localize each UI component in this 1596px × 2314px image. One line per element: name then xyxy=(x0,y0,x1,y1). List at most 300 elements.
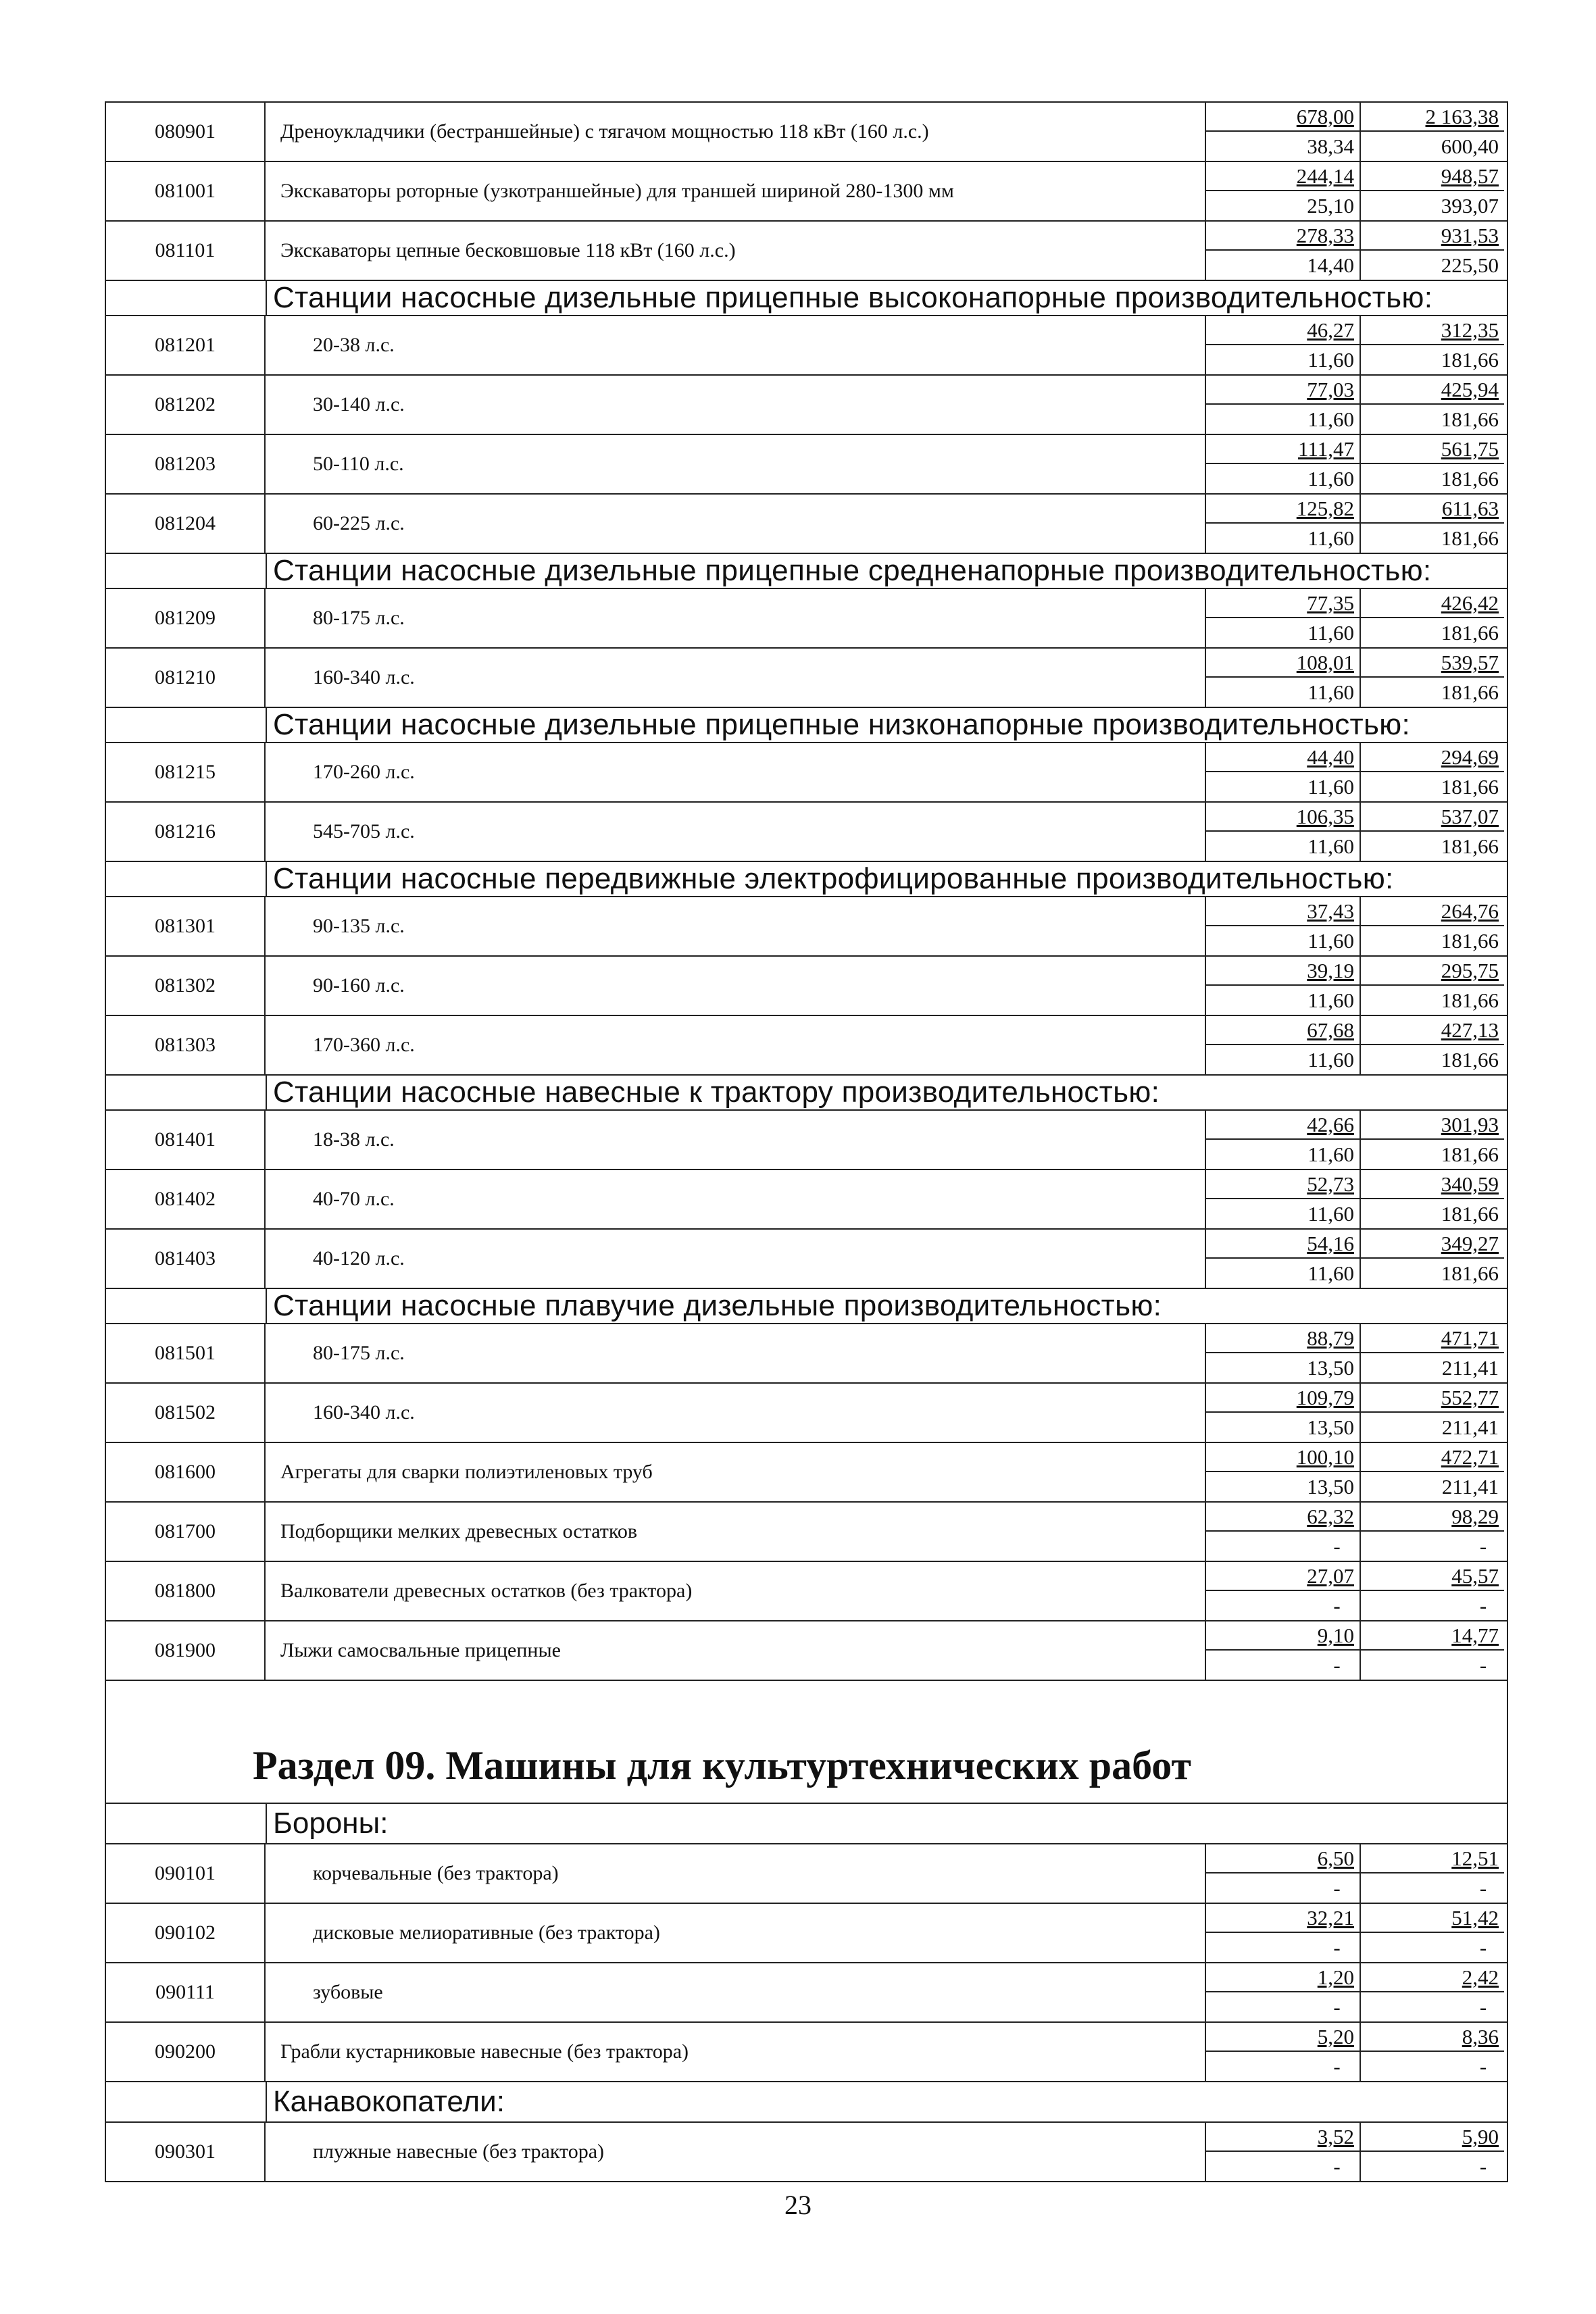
group-spacer xyxy=(106,2082,267,2121)
item-values xyxy=(1206,1111,1504,1169)
total-cost-lower-value: - xyxy=(1479,1935,1487,1959)
operating-cost-upper-value xyxy=(1206,649,1360,678)
item-name: дисковые мелиоративные (без трактора) xyxy=(266,1904,1206,1962)
group-spacer xyxy=(106,1289,267,1323)
group-header-row xyxy=(106,554,1507,589)
operating-cost-lower-value: 11,60 xyxy=(1307,466,1354,491)
total-cost-upper-text: 12,51 xyxy=(1451,1846,1499,1870)
total-cost-upper-value xyxy=(1361,2023,1504,2052)
item-code: 090101 xyxy=(106,1844,266,1903)
total-cost-upper-value xyxy=(1361,1230,1504,1259)
operating-cost-upper-text: 77,03 xyxy=(1307,377,1354,401)
total-cost-lower-value: 181,66 xyxy=(1441,680,1499,704)
item-name: 18-38 л.с. xyxy=(266,1111,1206,1169)
operating-cost-lower-value: 38,34 xyxy=(1307,134,1354,158)
operating-cost-column xyxy=(1206,222,1361,280)
operating-cost-upper-value xyxy=(1206,1904,1360,1933)
operating-cost-lower-value: 11,60 xyxy=(1307,1201,1354,1226)
total-cost-column xyxy=(1361,897,1504,955)
operating-cost-lower-value: - xyxy=(1333,1876,1341,1900)
item-code: 081301 xyxy=(106,897,266,955)
operating-cost-lower-value: 11,60 xyxy=(1307,526,1354,550)
operating-cost-upper-text: 52,73 xyxy=(1307,1172,1354,1196)
item-name: 60-225 л.с. xyxy=(266,495,1206,553)
operating-cost-upper-text: 37,43 xyxy=(1307,899,1354,923)
table-row xyxy=(106,1324,1507,1384)
item-values xyxy=(1206,649,1504,707)
table-row xyxy=(106,897,1507,957)
total-cost-column xyxy=(1361,222,1504,280)
total-cost-upper-text: 51,42 xyxy=(1451,1905,1499,1930)
operating-cost-upper-value xyxy=(1206,957,1360,986)
total-cost-lower-value: - xyxy=(1479,2154,1487,2178)
group-title: Станции насосные навесные к трактору производительностью: xyxy=(273,1076,1160,1109)
item-name: 80-175 л.с. xyxy=(266,1324,1206,1382)
total-cost-lower-value: 181,66 xyxy=(1441,347,1499,372)
item-name: корчевальные (без трактора) xyxy=(266,1844,1206,1903)
operating-cost-upper-value xyxy=(1206,162,1360,191)
item-name: 50-110 л.с. xyxy=(266,435,1206,493)
group-header-row xyxy=(106,281,1507,316)
operating-cost-column xyxy=(1206,1621,1361,1680)
total-cost-lower-value: - xyxy=(1479,1653,1487,1677)
total-cost-upper-text: 312,35 xyxy=(1441,318,1499,342)
total-cost-column xyxy=(1361,1384,1504,1442)
operating-cost-upper-value xyxy=(1206,495,1360,524)
total-cost-upper-value xyxy=(1361,1443,1504,1472)
total-cost-lower-value: 181,66 xyxy=(1441,407,1499,431)
operating-cost-column xyxy=(1206,2023,1361,2081)
group-spacer xyxy=(106,281,267,315)
group-title: Станции насосные передвижные электрофицированные производительностью: xyxy=(273,862,1394,895)
operating-cost-upper-text: 88,79 xyxy=(1307,1326,1354,1350)
operating-cost-upper-value xyxy=(1206,316,1360,345)
item-code: 081302 xyxy=(106,957,266,1015)
table-row xyxy=(106,162,1507,222)
total-cost-lower-value: 393,07 xyxy=(1441,193,1499,218)
operating-cost-column xyxy=(1206,649,1361,707)
group-header-row xyxy=(106,862,1507,897)
item-code: 081210 xyxy=(106,649,266,707)
operating-cost-upper-value xyxy=(1206,103,1360,132)
total-cost-lower-value: - xyxy=(1479,1994,1487,2019)
item-name: Лыжи самосвальные прицепные xyxy=(266,1621,1206,1680)
item-name: Дреноукладчики (бестраншейные) с тягачом мощностью 118 кВт (160 л.с.) xyxy=(266,103,1206,161)
operating-cost-lower-value: - xyxy=(1333,1994,1341,2019)
total-cost-upper-text: 472,71 xyxy=(1441,1444,1499,1469)
table-row xyxy=(106,1170,1507,1230)
table-row xyxy=(106,649,1507,708)
group-title: Станции насосные дизельные прицепные средненапорные производительностью: xyxy=(273,554,1432,587)
operating-cost-upper-value xyxy=(1206,1170,1360,1199)
total-cost-column xyxy=(1361,1562,1504,1620)
operating-cost-upper-text: 67,68 xyxy=(1307,1017,1354,1042)
total-cost-lower-value: 181,66 xyxy=(1441,1142,1499,1166)
item-values xyxy=(1206,1230,1504,1288)
item-values xyxy=(1206,2023,1504,2081)
item-code: 081303 xyxy=(106,1016,266,1074)
operating-cost-column xyxy=(1206,1230,1361,1288)
table-row xyxy=(106,1562,1507,1621)
operating-cost-column xyxy=(1206,743,1361,801)
operating-cost-column xyxy=(1206,1324,1361,1382)
operating-cost-upper-value xyxy=(1206,1230,1360,1259)
total-cost-column xyxy=(1361,1443,1504,1501)
operating-cost-column xyxy=(1206,897,1361,955)
total-cost-upper-value xyxy=(1361,743,1504,772)
operating-cost-upper-value xyxy=(1206,897,1360,926)
operating-cost-upper-text: 77,35 xyxy=(1307,590,1354,615)
total-cost-upper-value xyxy=(1361,495,1504,524)
operating-cost-column xyxy=(1206,1111,1361,1169)
total-cost-upper-text: 349,27 xyxy=(1441,1231,1499,1255)
item-code: 081203 xyxy=(106,435,266,493)
operating-cost-upper-value xyxy=(1206,1384,1360,1413)
total-cost-lower-value: 225,50 xyxy=(1441,253,1499,277)
table-row xyxy=(106,1016,1507,1076)
operating-cost-upper-value xyxy=(1206,803,1360,832)
operating-cost-lower-value: 11,60 xyxy=(1307,1261,1354,1285)
total-cost-column xyxy=(1361,103,1504,161)
item-code: 081401 xyxy=(106,1111,266,1169)
operating-cost-column xyxy=(1206,803,1361,861)
total-cost-lower-value: 211,41 xyxy=(1441,1415,1499,1439)
total-cost-column xyxy=(1361,589,1504,647)
total-cost-upper-text: 295,75 xyxy=(1441,958,1499,982)
total-cost-upper-text: 5,90 xyxy=(1462,2124,1499,2148)
item-name: Подборщики мелких древесных остатков xyxy=(266,1503,1206,1561)
page-number: 23 xyxy=(784,2190,812,2220)
operating-cost-lower-value: - xyxy=(1333,1534,1341,1558)
item-values xyxy=(1206,495,1504,553)
item-code: 081215 xyxy=(106,743,266,801)
total-cost-upper-text: 427,13 xyxy=(1441,1017,1499,1042)
table-row xyxy=(106,435,1507,495)
operating-cost-upper-value xyxy=(1206,743,1360,772)
item-code: 081001 xyxy=(106,162,266,220)
table-row xyxy=(106,222,1507,281)
operating-cost-upper-value xyxy=(1206,1111,1360,1140)
item-values xyxy=(1206,2123,1504,2181)
operating-cost-column xyxy=(1206,103,1361,161)
table-row xyxy=(106,1904,1507,1963)
group-title: Станции насосные дизельные прицепные низконапорные производительностью: xyxy=(273,708,1411,741)
item-values xyxy=(1206,1324,1504,1382)
total-cost-lower-value: 181,66 xyxy=(1441,1201,1499,1226)
item-name: 80-175 л.с. xyxy=(266,589,1206,647)
operating-cost-upper-value xyxy=(1206,1844,1360,1873)
table-row xyxy=(106,1443,1507,1503)
total-cost-upper-text: 340,59 xyxy=(1441,1172,1499,1196)
operating-cost-upper-text: 54,16 xyxy=(1307,1231,1354,1255)
operating-cost-lower-value: - xyxy=(1333,1653,1341,1677)
table-row xyxy=(106,957,1507,1016)
total-cost-upper-text: 8,36 xyxy=(1462,2024,1499,2048)
total-cost-upper-text: 537,07 xyxy=(1441,804,1499,828)
total-cost-upper-value xyxy=(1361,376,1504,405)
operating-cost-upper-text: 109,79 xyxy=(1296,1385,1354,1409)
item-name: 20-38 л.с. xyxy=(266,316,1206,374)
operating-cost-upper-value xyxy=(1206,1621,1360,1651)
item-code: 081101 xyxy=(106,222,266,280)
operating-cost-lower-value: 14,40 xyxy=(1307,253,1354,277)
total-cost-upper-text: 539,57 xyxy=(1441,650,1499,674)
total-cost-column xyxy=(1361,1324,1504,1382)
total-cost-upper-text: 561,75 xyxy=(1441,436,1499,461)
operating-cost-upper-value xyxy=(1206,1963,1360,1992)
table-row xyxy=(106,2023,1507,2082)
operating-cost-upper-value xyxy=(1206,2123,1360,2152)
group-title: Станции насосные плавучие дизельные производительностью: xyxy=(273,1289,1162,1322)
total-cost-upper-value xyxy=(1361,957,1504,986)
operating-cost-upper-text: 27,07 xyxy=(1307,1563,1354,1588)
total-cost-column xyxy=(1361,1230,1504,1288)
operating-cost-upper-text: 125,82 xyxy=(1296,496,1354,520)
item-values xyxy=(1206,1443,1504,1501)
operating-cost-column xyxy=(1206,957,1361,1015)
total-cost-upper-text: 426,42 xyxy=(1441,590,1499,615)
group-header-row xyxy=(106,1076,1507,1111)
total-cost-column xyxy=(1361,803,1504,861)
operating-cost-upper-text: 42,66 xyxy=(1307,1112,1354,1136)
item-name: 90-160 л.с. xyxy=(266,957,1206,1015)
operating-cost-lower-value: 11,60 xyxy=(1307,620,1354,645)
total-cost-upper-text: 98,29 xyxy=(1451,1504,1499,1528)
group-header-row xyxy=(106,1289,1507,1324)
operating-cost-upper-text: 62,32 xyxy=(1307,1504,1354,1528)
operating-cost-column xyxy=(1206,1443,1361,1501)
total-cost-upper-text: 2 163,38 xyxy=(1425,104,1499,128)
total-cost-upper-text: 425,94 xyxy=(1441,377,1499,401)
total-cost-column xyxy=(1361,1904,1504,1962)
total-cost-upper-value xyxy=(1361,1170,1504,1199)
total-cost-upper-value xyxy=(1361,897,1504,926)
group-spacer xyxy=(106,554,267,588)
item-values xyxy=(1206,897,1504,955)
item-name: Агрегаты для сварки полиэтиленовых труб xyxy=(266,1443,1206,1501)
total-cost-upper-text: 294,69 xyxy=(1441,745,1499,769)
item-name: 30-140 л.с. xyxy=(266,376,1206,434)
total-cost-lower-value: 181,66 xyxy=(1441,526,1499,550)
total-cost-lower-value: 600,40 xyxy=(1441,134,1499,158)
operating-cost-lower-value: 11,60 xyxy=(1307,1142,1354,1166)
total-cost-lower-value: 181,66 xyxy=(1441,988,1499,1012)
operating-cost-column xyxy=(1206,162,1361,220)
item-name: 40-120 л.с. xyxy=(266,1230,1206,1288)
item-values xyxy=(1206,743,1504,801)
total-cost-lower-value: - xyxy=(1479,2054,1487,2078)
operating-cost-lower-value: 13,50 xyxy=(1307,1415,1354,1439)
total-cost-upper-value xyxy=(1361,1904,1504,1933)
total-cost-column xyxy=(1361,1963,1504,2021)
operating-cost-lower-value: 11,60 xyxy=(1307,407,1354,431)
item-code: 081600 xyxy=(106,1443,266,1501)
operating-cost-lower-value: 11,60 xyxy=(1307,1047,1354,1072)
item-code: 081204 xyxy=(106,495,266,553)
total-cost-upper-value xyxy=(1361,1111,1504,1140)
item-name: зубовые xyxy=(266,1963,1206,2021)
item-code: 090102 xyxy=(106,1904,266,1962)
total-cost-upper-text: 611,63 xyxy=(1441,496,1499,520)
subgroup-header-row xyxy=(106,2082,1507,2123)
total-cost-upper-text: 948,57 xyxy=(1441,164,1499,188)
operating-cost-upper-value xyxy=(1206,1016,1360,1045)
item-values xyxy=(1206,589,1504,647)
total-cost-upper-value xyxy=(1361,1384,1504,1413)
total-cost-lower-value: 181,66 xyxy=(1441,620,1499,645)
operating-cost-lower-value: 11,60 xyxy=(1307,774,1354,799)
total-cost-upper-text: 14,77 xyxy=(1451,1623,1499,1647)
operating-cost-column xyxy=(1206,1562,1361,1620)
total-cost-column xyxy=(1361,1170,1504,1228)
total-cost-column xyxy=(1361,2023,1504,2081)
operating-cost-lower-value: - xyxy=(1333,2154,1341,2178)
item-code: 080901 xyxy=(106,103,266,161)
total-cost-lower-value: 181,66 xyxy=(1441,834,1499,858)
operating-cost-upper-text: 1,20 xyxy=(1317,1965,1354,1989)
total-cost-upper-value xyxy=(1361,1324,1504,1353)
item-values xyxy=(1206,1621,1504,1680)
total-cost-lower-value: 211,41 xyxy=(1441,1355,1499,1380)
operating-cost-upper-text: 278,33 xyxy=(1296,223,1354,247)
item-name: Экскаваторы цепные бесковшовые 118 кВт (160 л.с.) xyxy=(266,222,1206,280)
operating-cost-upper-text: 44,40 xyxy=(1307,745,1354,769)
section-title: Раздел 09. Машины для культуртехнических работ xyxy=(253,1743,1191,1788)
operating-cost-upper-text: 111,47 xyxy=(1298,436,1354,461)
total-cost-lower-value: 181,66 xyxy=(1441,928,1499,953)
item-code: 081216 xyxy=(106,803,266,861)
subgroup-header-row xyxy=(106,1804,1507,1844)
operating-cost-lower-value: - xyxy=(1333,1593,1341,1617)
item-code: 081501 xyxy=(106,1324,266,1382)
item-values xyxy=(1206,435,1504,493)
table-row xyxy=(106,803,1507,862)
total-cost-column xyxy=(1361,495,1504,553)
item-values xyxy=(1206,1016,1504,1074)
item-values xyxy=(1206,162,1504,220)
item-values xyxy=(1206,1904,1504,1962)
operating-cost-lower-value: 11,60 xyxy=(1307,834,1354,858)
item-values xyxy=(1206,803,1504,861)
total-cost-upper-value xyxy=(1361,649,1504,678)
operating-cost-upper-value xyxy=(1206,1562,1360,1591)
operating-cost-column xyxy=(1206,1844,1361,1903)
item-values xyxy=(1206,1384,1504,1442)
operating-cost-column xyxy=(1206,1503,1361,1561)
operating-cost-column xyxy=(1206,1384,1361,1442)
table-row xyxy=(106,316,1507,376)
operating-cost-upper-value xyxy=(1206,2023,1360,2052)
operating-cost-lower-value: 11,60 xyxy=(1307,928,1354,953)
operating-cost-upper-text: 678,00 xyxy=(1296,104,1354,128)
operating-cost-lower-value: 11,60 xyxy=(1307,347,1354,372)
operating-cost-upper-value xyxy=(1206,222,1360,251)
table-row xyxy=(106,2123,1507,2182)
total-cost-upper-value xyxy=(1361,1844,1504,1873)
total-cost-column xyxy=(1361,1111,1504,1169)
operating-cost-upper-value xyxy=(1206,589,1360,618)
item-values xyxy=(1206,1170,1504,1228)
operating-cost-upper-text: 39,19 xyxy=(1307,958,1354,982)
item-code: 090200 xyxy=(106,2023,266,2081)
item-code: 090301 xyxy=(106,2123,266,2181)
operating-cost-lower-value: 13,50 xyxy=(1307,1355,1354,1380)
item-name: 545-705 л.с. xyxy=(266,803,1206,861)
operating-cost-upper-value xyxy=(1206,376,1360,405)
item-values xyxy=(1206,1963,1504,2021)
item-values xyxy=(1206,1844,1504,1903)
group-spacer xyxy=(106,1804,267,1843)
total-cost-column xyxy=(1361,743,1504,801)
total-cost-lower-value: 181,66 xyxy=(1441,774,1499,799)
subgroup-title: Канавокопатели: xyxy=(273,2085,505,2118)
item-values xyxy=(1206,316,1504,374)
total-cost-upper-value xyxy=(1361,222,1504,251)
operating-cost-upper-text: 3,52 xyxy=(1317,2124,1354,2148)
group-title: Станции насосные дизельные прицепные высоконапорные производительностью: xyxy=(273,281,1433,314)
operating-cost-lower-value: 11,60 xyxy=(1307,680,1354,704)
item-name: 160-340 л.с. xyxy=(266,649,1206,707)
total-cost-column xyxy=(1361,162,1504,220)
item-code: 081201 xyxy=(106,316,266,374)
item-code: 081900 xyxy=(106,1621,266,1680)
item-code: 081403 xyxy=(106,1230,266,1288)
item-values xyxy=(1206,1562,1504,1620)
item-code: 081700 xyxy=(106,1503,266,1561)
subgroup-title: Бороны: xyxy=(273,1807,389,1840)
item-code: 081402 xyxy=(106,1170,266,1228)
operating-cost-lower-value: 13,50 xyxy=(1307,1474,1354,1499)
item-name: 170-360 л.с. xyxy=(266,1016,1206,1074)
item-name: Экскаваторы роторные (узкотраншейные) для траншей шириной 280-1300 мм xyxy=(266,162,1206,220)
operating-cost-column xyxy=(1206,1170,1361,1228)
item-name: Валкователи древесных остатков (без трактора) xyxy=(266,1562,1206,1620)
total-cost-upper-value xyxy=(1361,162,1504,191)
total-cost-upper-value xyxy=(1361,1562,1504,1591)
table-row xyxy=(106,103,1507,162)
item-values xyxy=(1206,222,1504,280)
table-row xyxy=(106,495,1507,554)
total-cost-lower-value: 181,66 xyxy=(1441,1047,1499,1072)
total-cost-upper-text: 45,57 xyxy=(1451,1563,1499,1588)
operating-cost-lower-value: 25,10 xyxy=(1307,193,1354,218)
total-cost-upper-value xyxy=(1361,1621,1504,1651)
item-name: 40-70 л.с. xyxy=(266,1170,1206,1228)
item-values xyxy=(1206,957,1504,1015)
operating-cost-upper-text: 100,10 xyxy=(1296,1444,1354,1469)
operating-cost-upper-text: 5,20 xyxy=(1317,2024,1354,2048)
total-cost-lower-value: 181,66 xyxy=(1441,1261,1499,1285)
operating-cost-lower-value: 11,60 xyxy=(1307,988,1354,1012)
total-cost-upper-value xyxy=(1361,2123,1504,2152)
total-cost-upper-value xyxy=(1361,1016,1504,1045)
table-row xyxy=(106,1503,1507,1562)
table-row xyxy=(106,589,1507,649)
total-cost-upper-value xyxy=(1361,316,1504,345)
total-cost-column xyxy=(1361,649,1504,707)
item-code: 090111 xyxy=(106,1963,266,2021)
group-spacer xyxy=(106,708,267,742)
operating-cost-column xyxy=(1206,1016,1361,1074)
total-cost-upper-text: 552,77 xyxy=(1441,1385,1499,1409)
total-cost-lower-value: - xyxy=(1479,1534,1487,1558)
total-cost-upper-text: 301,93 xyxy=(1441,1112,1499,1136)
total-cost-lower-value: - xyxy=(1479,1593,1487,1617)
operating-cost-upper-value xyxy=(1206,435,1360,464)
total-cost-column xyxy=(1361,376,1504,434)
total-cost-upper-text: 471,71 xyxy=(1441,1326,1499,1350)
total-cost-upper-text: 931,53 xyxy=(1441,223,1499,247)
